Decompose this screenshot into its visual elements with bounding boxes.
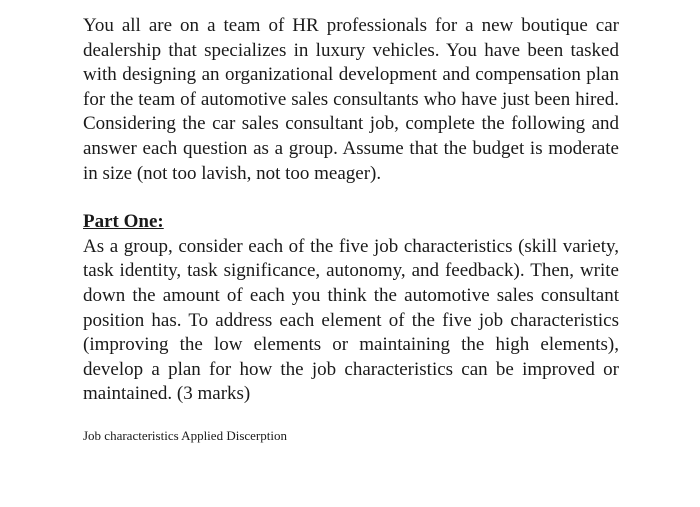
document-page [83, 14, 619, 444]
intro-paragraph: You all are on a team of HR professionals for a new boutique car dealership that specializes in luxury vehicles. You have been tasked with designing an organizational development and compensation plan for the team of automotive sales consultants who have just been hired. Considering the car sales consultant job, complete the following and answer each question as a group. Assume that the budget is moderate in size (not too lavish, not too meager). [83, 15, 619, 184]
part-one-heading: Part One: [83, 211, 164, 233]
part-one-paragraph: As a group, consider each of the five job characteristics (skill variety, task identity, task significance, autonomy, and feedback). Then, write down the amount of each you think the automotive sales consultant position has. To address each element of the five job characteristics (improving the low elements or maintaining the high elements), develop a plan for how the job characteristics can be improved or maintained. (3 marks) [83, 235, 619, 405]
table-caption: Job characteristics Applied Discerption [83, 427, 287, 443]
